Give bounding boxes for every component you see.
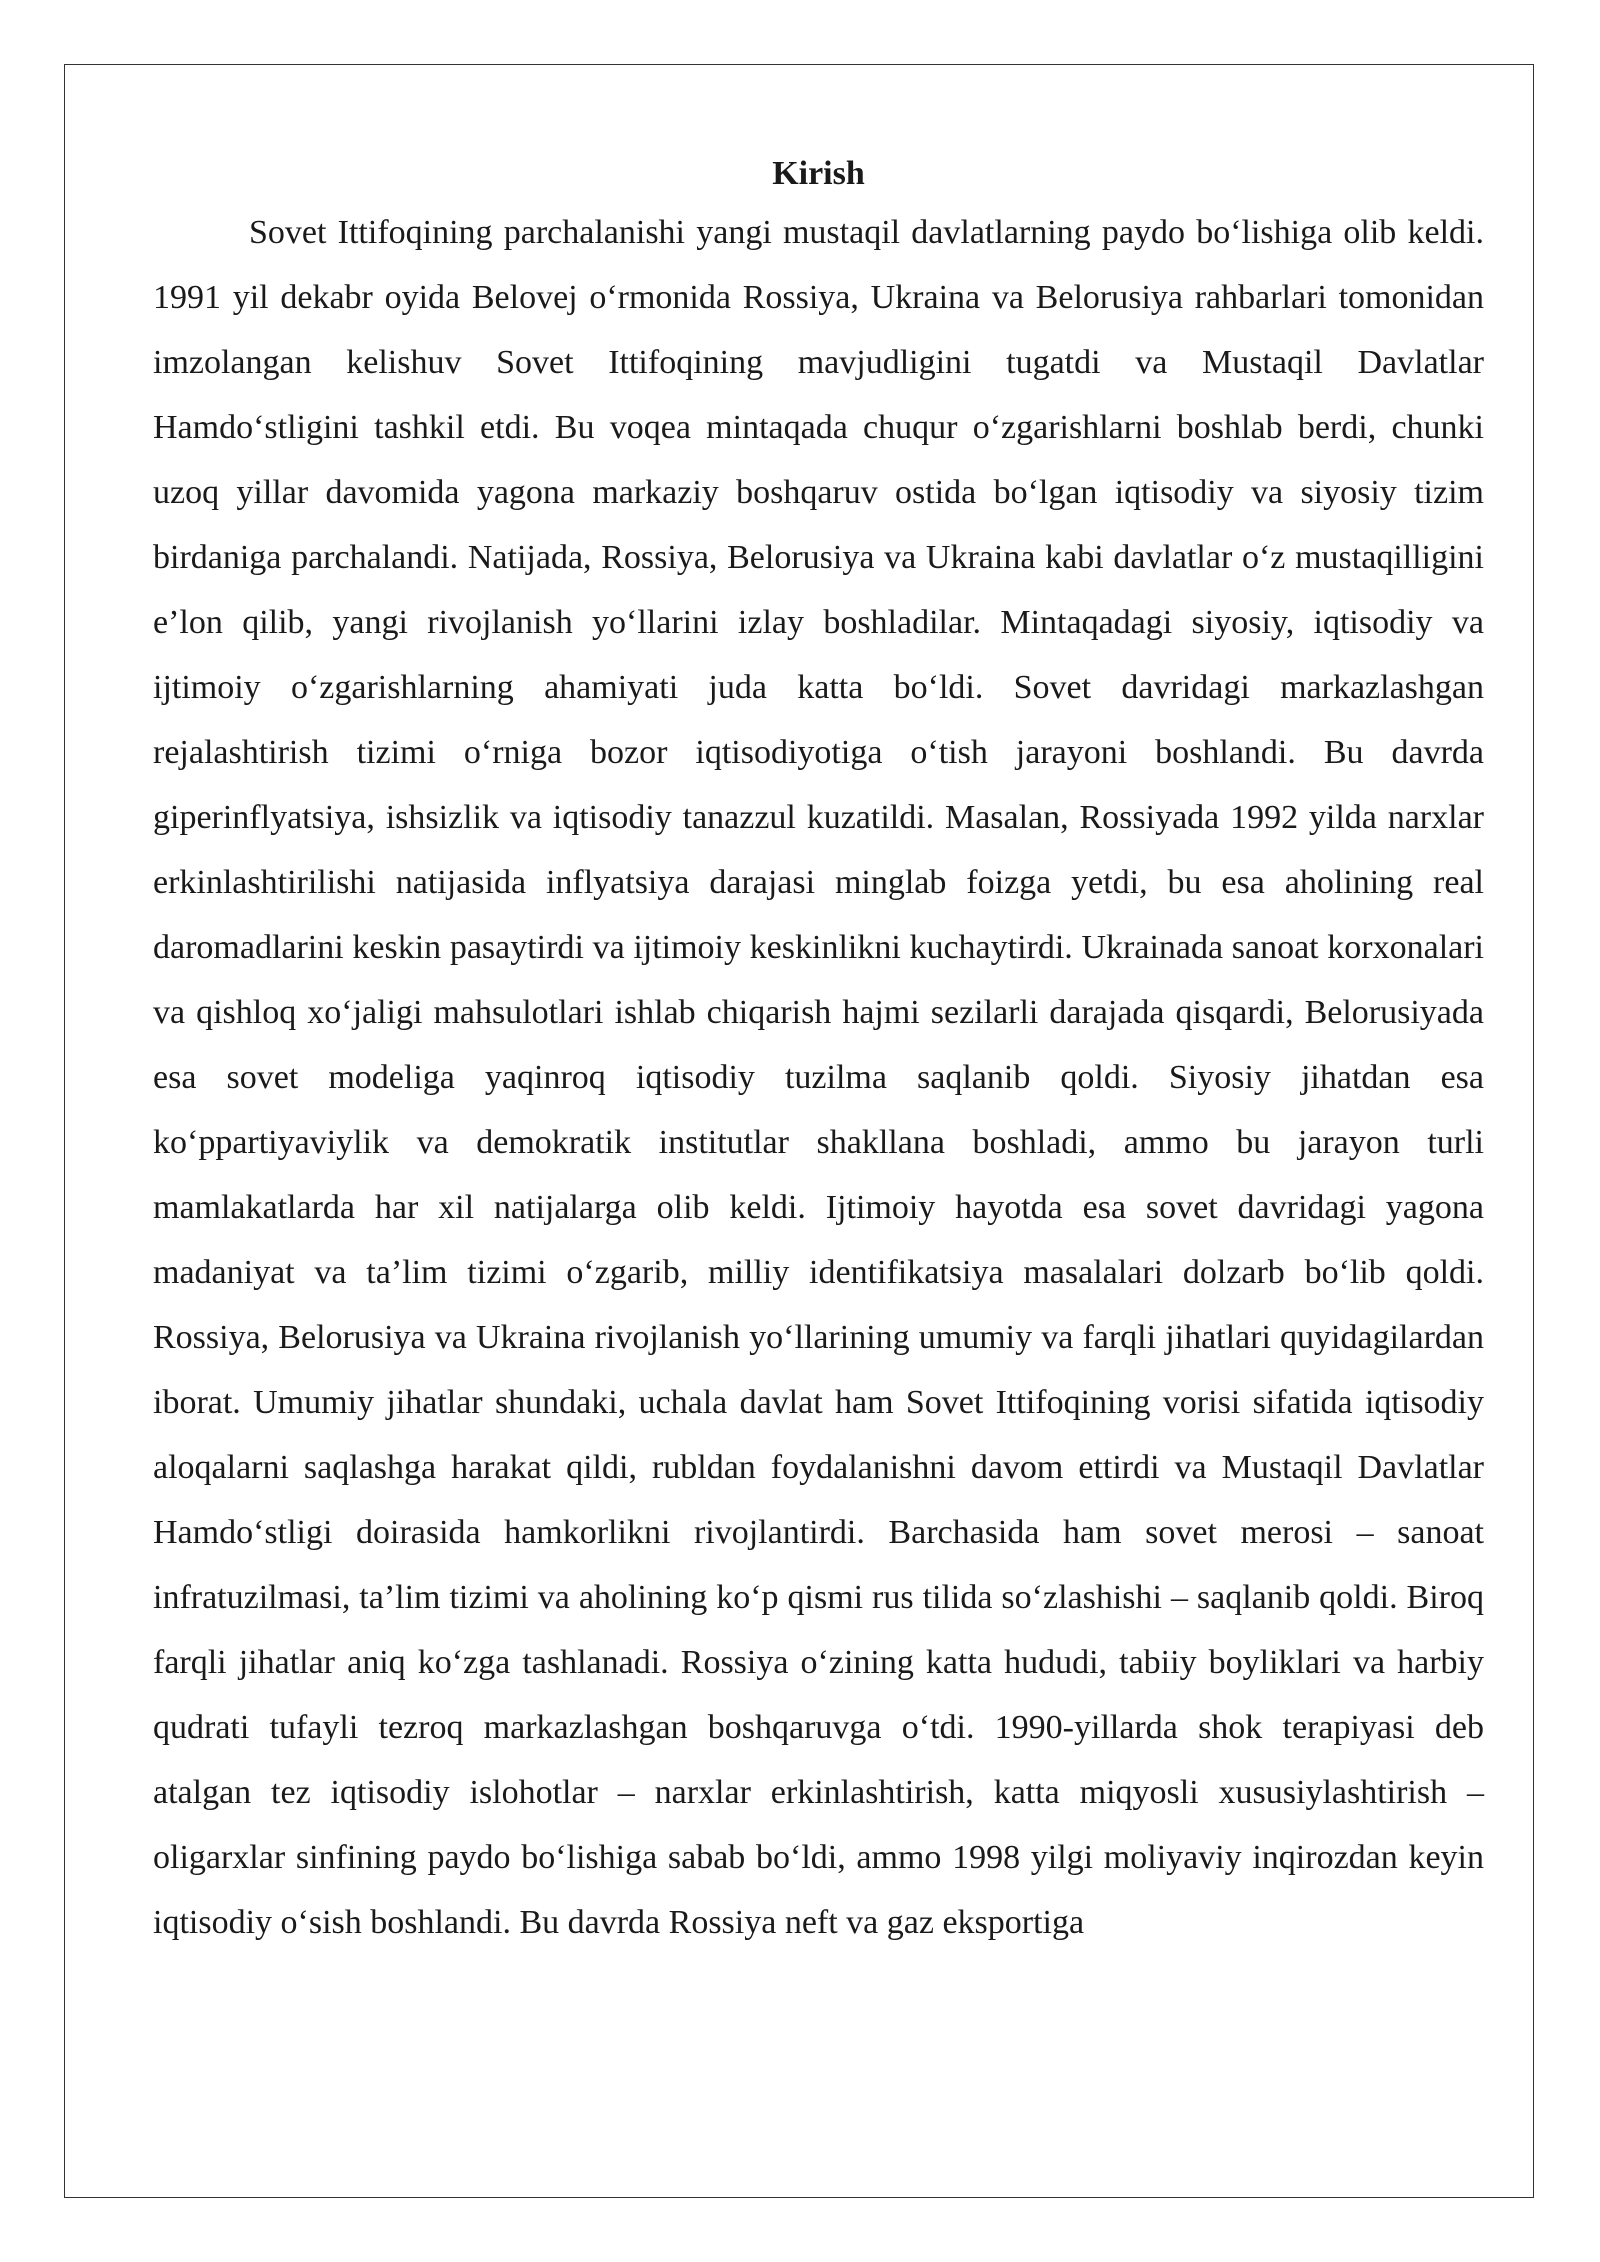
body-paragraph: Sovet Ittifoqining parchalanishi yangi mustaqil davlatlarning paydo bo‘lishiga olib keldi. 1991 yil dekabr oyida Belovej o‘rmonida Rossiya, Ukraina va Belorusiya rahbarlari tomonidan imzolangan kelishuv Sovet Ittifoqining mavjudligini tugatdi va Mustaqil Davlatlar Hamdo‘stligini tashkil etdi. Bu voqea mintaqada chuqur o‘zgarishlarni boshlab berdi, chunki uzoq yillar davomida yagona markaziy boshqaruv ostida bo‘lgan iqtisodiy va siyosiy tizim birdaniga parchalandi. Natijada, Rossiya, Belorusiya va Ukraina kabi davlatlar o‘z mustaqilligini e’lon qilib, yangi rivojlanish yo‘llarini izlay boshladilar. Mintaqadagi siyosiy, iqtisodiy va ijtimoiy o‘zgarishlarning ahamiyati juda katta bo‘ldi. Sovet davridagi markazlashgan rejalashtirish tizimi o‘rniga bozor iqtisodiyotiga o‘tish jarayoni boshlandi. Bu davrda giperinflyatsiya, ishsizlik va iqtisodiy tanazzul kuzatildi. Masalan, Rossiyada 1992 yilda narxlar erkinlashtirilishi natijasida inflyatsiya darajasi minglab foizga yetdi, bu esa aholining real daromadlarini keskin pasaytirdi va ijtimoiy keskinlikni kuchaytirdi. Ukrainada sanoat korxonalari va qishloq xo‘jaligi mahsulotlari ishlab chiqarish hajmi sezilarli darajada qisqardi, Belorusiyada esa sovet modeliga yaqinroq iqtisodiy tuzilma saqlanib qoldi. Siyosiy jihatdan esa ko‘ppartiyaviylik va demokratik institutlar shakllana boshladi, ammo bu jarayon turli mamlakatlarda har xil natijalarga olib keldi. Ijtimoiy hayotda esa sovet davridagi yagona madaniyat va ta’lim tizimi o‘zgarib, milliy identifikatsiya masalalari dolzarb bo‘lib qoldi. Rossiya, Belorusiya va Ukraina rivojlanish yo‘llarining umumiy va farqli jihatlari quyidagilardan iborat. Umumiy jihatlar shundaki, uchala davlat ham Sovet Ittifoqining vorisi sifatida iqtisodiy aloqalarni saqlashga harakat qildi, rubldan foydalanishni davom ettirdi va Mustaqil Davlatlar Hamdo‘stligi doirasida hamkorlikni rivojlantirdi. Barchasida ham sovet merosi – sanoat infratuzilmasi, ta’lim tizimi va aholining ko‘p qismi rus tilida so‘zlashishi – saqlanib qoldi. Biroq farqli jihatlar aniq ko‘zga tashlanadi. Rossiya o‘zining katta hududi, tabiiy boyliklari va harbiy qudrati tufayli tezroq markazlashgan boshqaruvga o‘tdi. 1990-yillarda shok terapiyasi deb atalgan tez iqtisodiy islohotlar – narxlar erkinlashtirish, katta miqyosli xususiylashtirish – oligarxlar sinfining paydo bo‘lishiga sabab bo‘ldi, ammo 1998 yilgi moliyaviy inqirozdan keyin iqtisodiy o‘sish boshlandi. Bu davrda Rossiya neft va gaz eksportiga — [153, 214, 1484, 1941]
document-content — [153, 148, 1484, 1955]
document-title: Kirish — [772, 155, 865, 192]
